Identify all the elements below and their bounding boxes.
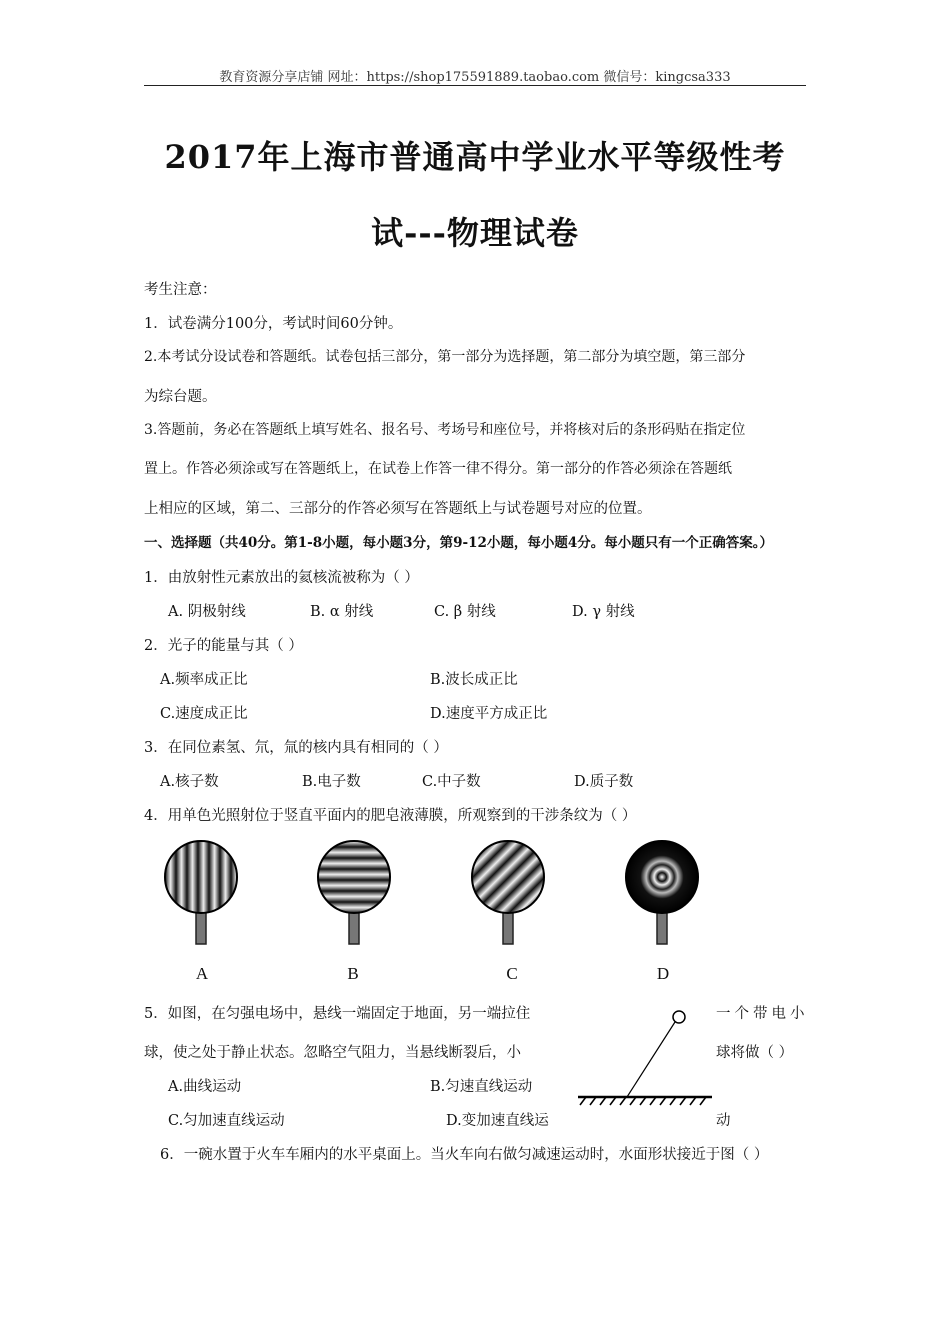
page-header: 教育资源分享店铺 网址：https://shop175591889.taobao.com 微信号：kingcsa333 bbox=[219, 70, 731, 85]
q3-option-a: A.核子数 bbox=[160, 774, 219, 790]
q4-stem: 4．用单色光照射位于竖直平面内的肥皂液薄膜，所观察到的干涉条纹为（ ） bbox=[144, 808, 637, 824]
q5-line-1-right: 一个带电小 bbox=[716, 1006, 809, 1022]
q4-label-c: C bbox=[506, 964, 518, 983]
q5-option-d: D.变加速直线运 bbox=[446, 1113, 549, 1129]
q1-stem: 1．由放射性元素放出的氦核流被称为（ ） bbox=[144, 570, 419, 586]
title-line-2: 试---物理试卷 bbox=[371, 214, 579, 252]
q3-stem: 3．在同位素氢、氘，氚的核内具有相同的（ ） bbox=[144, 740, 448, 756]
figure-d-ring-fringes bbox=[626, 841, 698, 944]
q3-option-b: B.电子数 bbox=[302, 774, 361, 790]
figure-c-diagonal-fringes bbox=[472, 841, 544, 944]
q2-option-c: C.速度成正比 bbox=[160, 706, 248, 722]
q5-option-a: A.曲线运动 bbox=[168, 1079, 242, 1095]
figure-a-vertical-fringes bbox=[165, 841, 237, 944]
q3-option-c: C.中子数 bbox=[422, 774, 481, 790]
q2-option-a: A.频率成正比 bbox=[160, 672, 248, 688]
q4-label-b: B bbox=[347, 964, 359, 983]
notice-item-3c: 上相应的区域，第二、三部分的作答必须写在答题纸上与试卷题号对应的位置。 bbox=[144, 501, 652, 517]
q5-line-1-left: 5．如图，在匀强电场中，悬线一端固定于地面，另一端拉住 bbox=[144, 1006, 531, 1022]
title-line-1: 2017年上海市普通高中学业水平等级性考 bbox=[164, 138, 786, 176]
q5-option-b: B.匀速直线运动 bbox=[430, 1079, 533, 1095]
q2-option-d: D.速度平方成正比 bbox=[430, 706, 548, 722]
q6-stem: 6．一碗水置于火车车厢内的水平桌面上。当火车向右做匀减速运动时，水面形状接近于图（ ） bbox=[160, 1147, 769, 1163]
q1-option-c: C. β 射线 bbox=[434, 604, 496, 620]
q2-stem: 2．光子的能量与其（ ） bbox=[144, 638, 303, 654]
notice-item-3b: 置上。作答必须涂或写在答题纸上，在试卷上作答一律不得分。第一部分的作答必须涂在答题纸 bbox=[144, 461, 732, 477]
q5-option-c: C.匀加速直线运动 bbox=[168, 1113, 285, 1129]
q1-option-d: D. γ 射线 bbox=[572, 604, 635, 620]
q4-label-d: D bbox=[656, 964, 670, 983]
q5-line-2-left: 球，使之处于静止状态。忽略空气阻力，当悬线断裂后，小 bbox=[144, 1045, 521, 1061]
q1-option-b: B. α 射线 bbox=[310, 604, 374, 620]
q5-line-2-right: 球将做（ ） bbox=[716, 1045, 794, 1061]
q2-option-b: B.波长成正比 bbox=[430, 672, 518, 688]
notice-heading: 考生注意： bbox=[144, 282, 217, 298]
figure-b-horizontal-fringes bbox=[318, 841, 390, 944]
q5-charged-ball-figure bbox=[578, 1011, 712, 1105]
notice-item-1: 1．试卷满分100分，考试时间60分钟。 bbox=[144, 316, 403, 332]
notice-item-2a: 2.本考试分设试卷和答题纸。试卷包括三部分，第一部分为选择题，第二部分为填空题，第三部分 bbox=[144, 349, 746, 365]
notice-item-2b: 为综台题。 bbox=[144, 389, 217, 405]
q5-option-d-tail: 动 bbox=[716, 1113, 731, 1129]
q3-option-d: D.质子数 bbox=[574, 774, 634, 790]
notice-item-3a: 3.答题前，务必在答题纸上填写姓名、报名号、考场号和座位号，并将核对后的条形码贴在指定位 bbox=[144, 422, 746, 438]
q4-label-a: A bbox=[195, 964, 209, 983]
q1-option-a: A. 阴极射线 bbox=[168, 604, 246, 620]
section-1-heading: 一、选择题（共40分。第1-8小题，每小题3分，第9-12小题，每小题4分。每小题只有一个正确答案。） bbox=[144, 535, 773, 551]
